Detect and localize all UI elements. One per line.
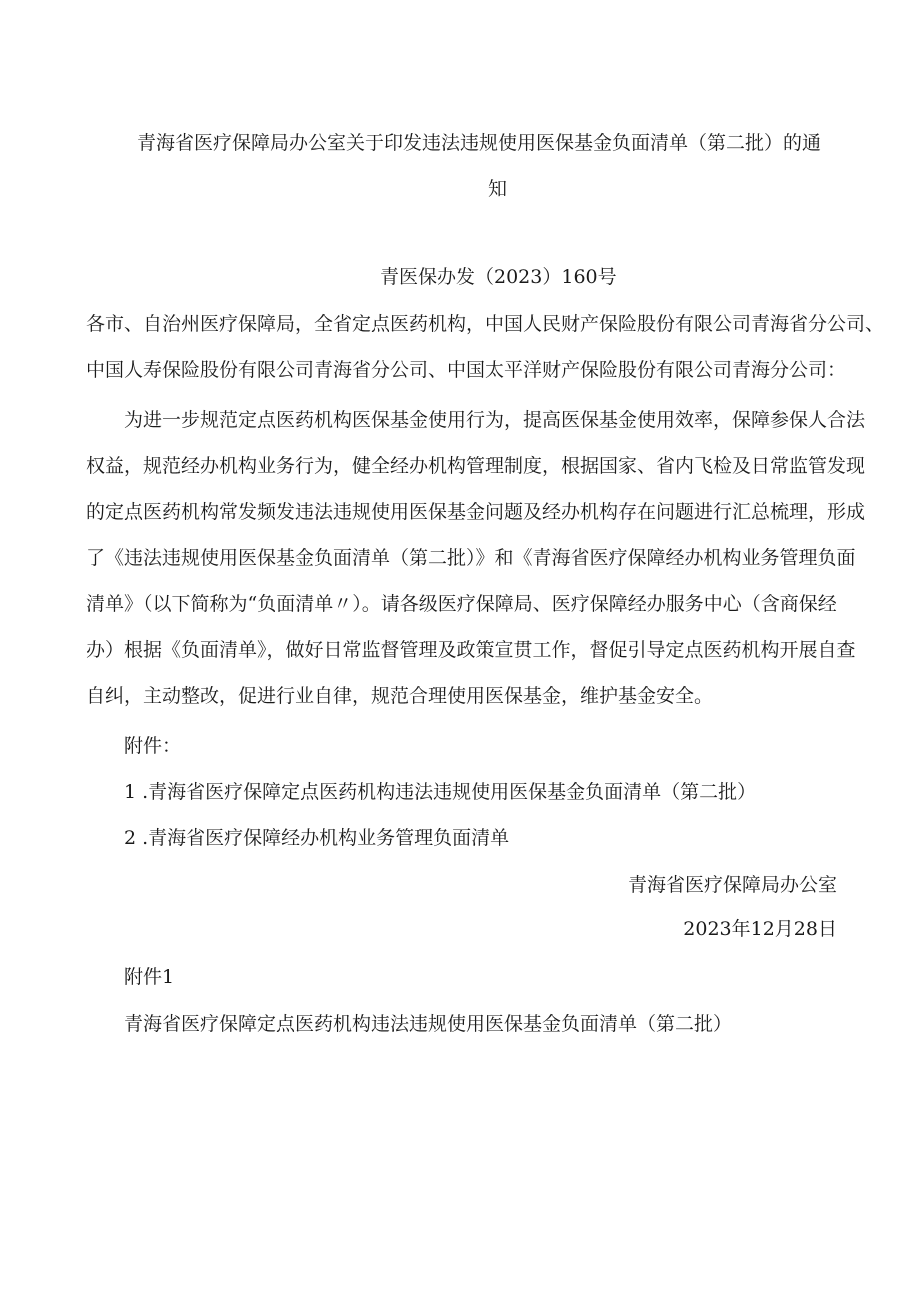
recipients-line-2: 中国人寿保险股份有限公司青海省分公司、中国太平洋财产保险股份有限公司青海分公司： <box>86 359 847 381</box>
body-line: 权益，规范经办机构业务行为，健全经办机构管理制度，根据国家、省内飞检及日常监管发现 <box>86 455 866 477</box>
body-line: 为进一步规范定点医药机构医保基金使用行为，提高医保基金使用效率，保障参保人合法 <box>124 409 866 431</box>
attachment-item: 2 .青海省医疗保障经办机构业务管理负面清单 <box>124 827 510 849</box>
attachment-item: 1 .青海省医疗保障定点医药机构违法违规使用医保基金负面清单（第二批） <box>124 781 757 803</box>
appendix-label: 附件1 <box>124 966 175 988</box>
attachments-label: 附件： <box>124 735 182 757</box>
body-line: 办）根据《负面清单》，做好日常监督管理及政策宣贯工作，督促引导定点医药机构开展自查 <box>86 639 856 661</box>
appendix-title: 青海省医疗保障定点医药机构违法违规使用医保基金负面清单（第二批） <box>124 1013 733 1035</box>
document-date: 2023年12月28日 <box>683 918 837 940</box>
body-line: 清单》（以下简称为“负面清单〃）。请各级医疗保障局、医疗保障经办服务中心（含商保经 <box>86 593 837 615</box>
recipients-line-1: 各市、自治州医疗保障局，全省定点医药机构，中国人民财产保险股份有限公司青海省分公司、 <box>86 313 885 335</box>
body-line: 自纠，主动整改，促进行业自律，规范合理使用医保基金，维护基金安全。 <box>86 685 714 707</box>
body-line: 的定点医药机构常发频发违法违规使用医保基金问题及经办机构存在问题进行汇总梳理，形成 <box>86 501 866 523</box>
document-number: 青医保办发（2023）160号 <box>380 266 617 288</box>
document-title-line-1: 青海省医疗保障局办公室关于印发违法违规使用医保基金负面清单（第二批）的通 <box>137 132 822 154</box>
body-line: 了《违法违规使用医保基金负面清单（第二批）》和《青海省医疗保障经办机构业务管理负面 <box>86 547 856 569</box>
document-title-line-2: 知 <box>488 178 508 200</box>
signature: 青海省医疗保障局办公室 <box>627 874 837 896</box>
